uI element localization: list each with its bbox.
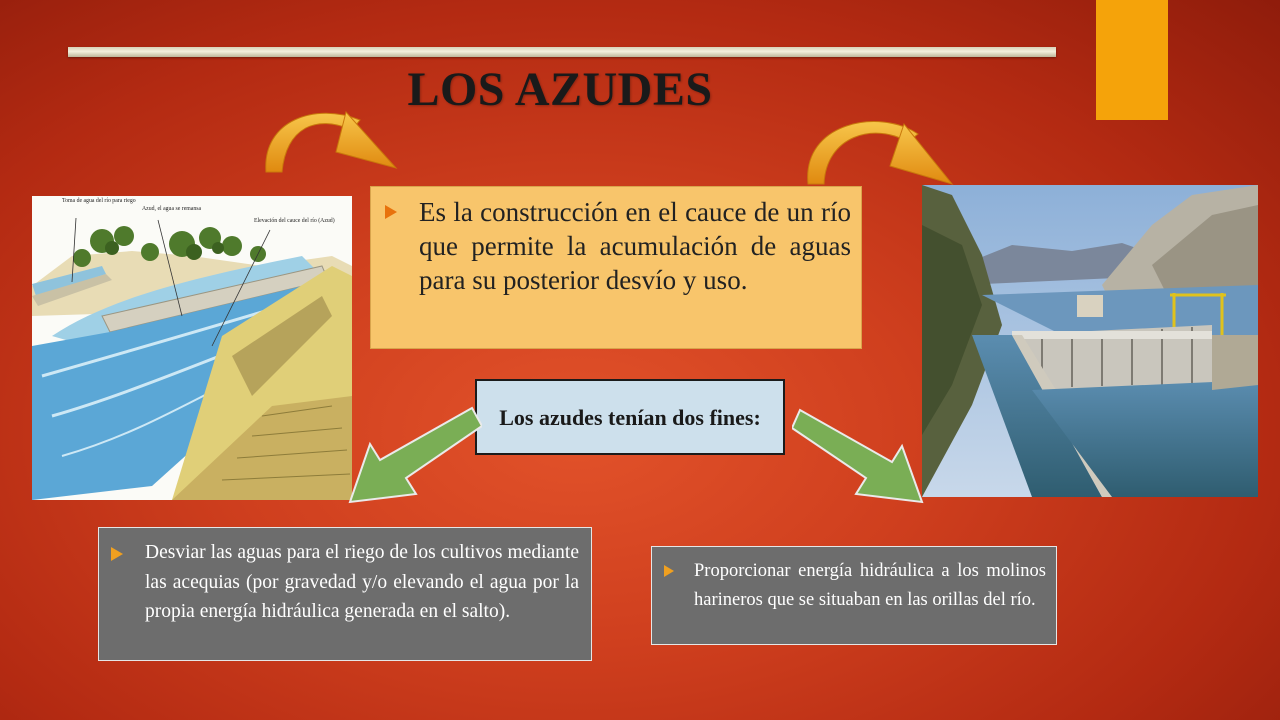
diagram-label-intake: Toma de agua del río para riego xyxy=(62,198,136,204)
fines-heading: Los azudes tenían dos fines: xyxy=(499,404,761,430)
triangle-bullet-icon xyxy=(111,547,123,561)
diagram-label-weir: Azud, el agua se remansa xyxy=(142,206,202,212)
use-mills-text: Proporcionar energía hidráulica a los molinos harineros que se situaban en las orillas del río. xyxy=(694,561,1046,610)
dam-photo-image xyxy=(922,185,1258,497)
use-mills-box xyxy=(651,546,1057,645)
triangle-bullet-icon xyxy=(385,205,397,219)
title-divider-line xyxy=(68,47,1056,57)
green-arrow-left-icon xyxy=(346,402,482,506)
definition-text: Es la construcción en el cauce de un río que permite la acumulación de aguas para su posterior desvío y uso. xyxy=(419,197,851,295)
curved-arrow-right-icon xyxy=(800,112,960,192)
green-arrow-right-icon xyxy=(792,406,926,506)
azud-diagram-image xyxy=(32,196,352,500)
fines-heading-box xyxy=(475,379,785,455)
use-irrigation-text: Desviar las aguas para el riego de los cultivos mediante las acequias (por gravedad y/o elevando el agua por la propia energía hidráulica generada en el salto). xyxy=(145,542,579,622)
use-irrigation-box xyxy=(98,527,592,661)
curved-arrow-left-icon xyxy=(256,100,406,180)
accent-rectangle xyxy=(1096,0,1168,120)
definition-box xyxy=(370,186,862,349)
triangle-bullet-icon xyxy=(664,565,674,577)
slide-title: LOS AZUDES xyxy=(407,63,713,116)
diagram-label-elevation: Elevación del cauce del río (Azud) xyxy=(254,218,335,224)
